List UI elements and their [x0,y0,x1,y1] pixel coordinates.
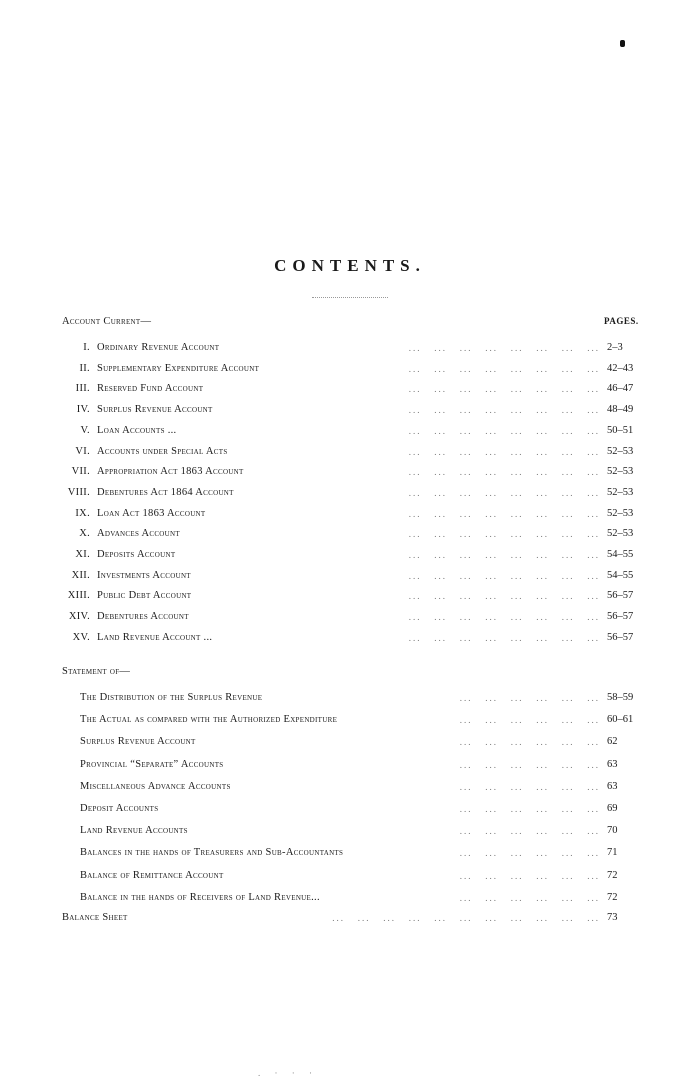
entry-number: I. [83,342,90,353]
entry-pages: 60–61 [607,714,634,726]
entry-label: Deposits Account [97,549,176,560]
leader-dots: ... ... ... ... ... ... ... ... [408,508,600,519]
toc-entry [56,442,228,462]
entry-number: IV. [76,404,90,416]
entry-number: XII. [71,569,90,581]
balance-sheet-label: Balance Sheet [62,912,128,923]
toc-entry: Balances in the hands of Treasurers and Sub-Accountants [80,847,344,859]
leader-dots: ... ... ... ... ... ... ... ... [408,343,600,353]
entry-pages: 62 [607,736,618,748]
toc-entry [56,462,244,482]
toc-entry: Deposit Accounts [80,803,159,814]
toc-entry [56,607,189,627]
entry-number: VIII. [67,486,90,498]
toc-entry [56,504,206,524]
entry-number: X. [79,528,90,540]
entry-pages: 52–53 [607,486,634,498]
entry-label: Accounts under Special Acts [97,445,228,457]
entry-pages: 52–53 [607,507,634,519]
toc-entry [56,628,212,648]
entry-pages: 56–57 [607,611,634,623]
leader-dots: ... ... ... ... ... ... [459,759,600,770]
toc-entry [56,545,175,565]
toc-entry [56,586,191,606]
entry-pages: 52–53 [607,445,634,457]
entry-pages: 54–55 [607,569,634,581]
entry-number: VI. [75,445,90,457]
leader-dots: ... ... ... ... ... ... ... ... [408,467,600,478]
entry-pages: 69 [607,803,618,814]
leader-dots: ... ... ... ... ... ... ... ... [408,591,600,602]
leader-dots: ... ... ... ... ... ... ... ... [408,446,600,457]
section-heading-account-current: Account Current— [62,316,152,327]
entry-pages: 48–49 [607,404,634,416]
entry-label: Reserved Fund Account [97,383,204,395]
leader-dots: ... ... ... ... ... ... ... ... ... ... ... [332,913,600,923]
entry-label: Advances Account [97,528,180,540]
toc-entry: Miscellaneous Advance Accounts [80,780,231,792]
entry-pages: 72 [607,891,618,903]
toc-entry: The Actual as compared with the Authorized Expenditure [80,714,338,726]
toc-entry: The Distribution of the Surplus Revenue [80,692,263,703]
ink-speck [620,40,625,47]
entry-label: Loan Act 1863 Account [97,507,206,519]
entry-pages: 56–57 [607,631,634,643]
entry-label: Supplementary Expenditure Account [97,362,260,374]
toc-entry [56,421,176,441]
entry-label: Public Debt Account [97,590,192,602]
leader-dots: ... ... ... ... ... ... [459,781,600,792]
toc-entry: Land Revenue Accounts [80,825,188,837]
entry-number: XV. [72,631,90,643]
entry-pages: 42–43 [607,362,634,374]
entry-label: Appropriation Act 1863 Account [97,466,244,478]
entry-pages: 2–3 [607,342,623,353]
toc-entry: Balance in the hands of Receivers of Land Revenue... [80,891,320,903]
title-divider [312,297,388,298]
leader-dots: ... ... ... ... ... ... [459,693,600,703]
entry-pages: 52–53 [607,528,634,540]
entry-label: Loan Accounts ... [97,424,177,436]
leader-dots: ... ... ... ... ... ... ... ... [408,612,600,623]
entry-label: Debentures Account [97,611,189,623]
leader-dots: ... ... ... ... ... ... ... ... [408,405,600,416]
toc-entry [56,524,180,544]
entry-number: XIV. [68,611,90,623]
entry-label: Debentures Act 1864 Account [97,486,234,498]
toc-entry: Balance of Remittance Account [80,869,224,881]
entry-pages: 70 [607,825,618,837]
entry-pages: 71 [607,847,618,859]
leader-dots: ... ... ... ... ... ... ... ... [408,487,600,498]
entry-number: II. [79,362,90,374]
leader-dots: ... ... ... ... ... ... [459,737,600,748]
entry-number: V. [80,424,90,436]
leader-dots: ... ... ... ... ... ... [459,848,600,859]
toc-entry [56,400,213,420]
leader-dots: ... ... ... ... ... ... ... ... [408,570,600,581]
entry-pages: 54–55 [607,549,634,560]
toc-entry: Surplus Revenue Account [80,736,196,748]
leader-dots: ... ... ... ... ... ... ... ... [408,425,600,436]
section-heading-statement-of: Statement of— [62,666,131,677]
leader-dots: ... ... ... ... ... ... ... ... [408,363,600,374]
leader-dots: ... ... ... ... ... ... ... ... [408,632,600,643]
entry-number: XIII. [67,590,90,602]
balance-sheet-pages: 73 [607,912,618,923]
entry-label: Land Revenue Account ... [97,631,213,643]
entry-pages: 63 [607,758,618,770]
leader-dots: ... ... ... ... ... ... ... ... [408,529,600,540]
leader-dots: ... ... ... ... ... ... [459,892,600,903]
leader-dots: ... ... ... ... ... ... [459,804,600,814]
toc-entry: Provincial “Separate” Accounts [80,758,224,770]
entry-pages: 56–57 [607,590,634,602]
entry-pages: 58–59 [607,692,634,703]
page-marks: . · · · [258,1068,318,1078]
entry-pages: 72 [607,869,618,881]
toc-entry [56,483,234,503]
entry-label: Investments Account [97,569,191,581]
toc-entry [56,379,203,399]
toc-entry [56,359,259,379]
leader-dots: ... ... ... ... ... ... ... ... [408,550,600,560]
entry-label: Surplus Revenue Account [97,404,213,416]
entry-pages: 63 [607,780,618,792]
entry-label: Ordinary Revenue Account [97,342,220,353]
toc-entry [56,566,191,586]
pages-column-header: PAGES. [604,316,639,326]
entry-number: IX. [75,507,90,519]
leader-dots: ... ... ... ... ... ... [459,826,600,837]
leader-dots: ... ... ... ... ... ... ... ... [408,384,600,395]
entry-number: VII. [71,466,90,478]
leader-dots: ... ... ... ... ... ... [459,715,600,726]
entry-pages: 46–47 [607,383,634,395]
toc-entry [56,338,219,358]
page-title: CONTENTS. [274,256,426,275]
entry-pages: 50–51 [607,424,634,436]
entry-pages: 52–53 [607,466,634,478]
entry-number: III. [75,383,90,395]
leader-dots: ... ... ... ... ... ... [459,870,600,881]
entry-number: XI. [75,549,90,560]
